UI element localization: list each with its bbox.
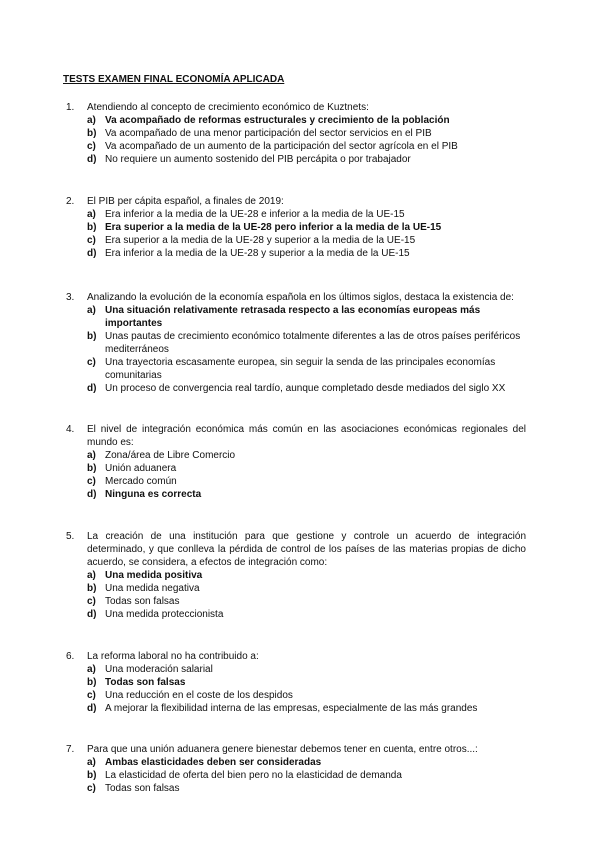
option-text: Ninguna es correcta [105, 489, 202, 500]
option-letter: a) [87, 450, 96, 461]
question-4 [66, 423, 526, 501]
option-a [87, 304, 526, 330]
option-letter: c) [87, 141, 96, 152]
option-c [87, 356, 526, 382]
option-text: Va acompañado de una menor participación del sector servicios en el PIB [105, 128, 432, 139]
question-text: El PIB per cápita español, a finales de 2019: [87, 196, 284, 207]
option-c [87, 234, 526, 247]
option-letter: a) [87, 570, 96, 581]
option-text: No requiere un aumento sostenido del PIB percápita o por trabajador [105, 154, 411, 165]
option-text: Unión aduanera [105, 463, 177, 474]
question-7 [66, 743, 526, 795]
option-letter: b) [87, 222, 97, 233]
question-text: La creación de una institución para que gestione y controle un acuerdo de integración determinado, y que conlleva la pérdida de control de los países de las materias propias de dicho acuerdo, se considera, a efectos de integración como: [87, 531, 526, 568]
question-text: Analizando la evolución de la economía española en los últimos siglos, destaca la existencia de: [87, 292, 514, 303]
option-a [87, 663, 526, 676]
option-letter: d) [87, 383, 97, 394]
option-text: Va acompañado de un aumento de la participación del sector agrícola en el PIB [105, 141, 458, 152]
option-text: Todas son falsas [105, 677, 186, 688]
question-number: 5. [66, 531, 75, 542]
option-text: Va acompañado de reformas estructurales y crecimiento de la población [105, 115, 450, 126]
option-letter: b) [87, 770, 97, 781]
option-b [87, 221, 526, 234]
question-3 [66, 291, 526, 395]
option-text: Unas pautas de crecimiento económico totalmente diferentes a las de otros países periféricos mediterráneos [105, 331, 521, 355]
question-6 [66, 650, 526, 715]
option-a [87, 114, 526, 127]
option-text: La elasticidad de oferta del bien pero no la elasticidad de demanda [105, 770, 402, 781]
option-letter: d) [87, 489, 97, 500]
option-text: Una reducción en el coste de los despidos [105, 690, 293, 701]
option-d [87, 247, 526, 260]
option-text: Zona/área de Libre Comercio [105, 450, 236, 461]
question-number: 6. [66, 651, 75, 662]
option-a [87, 449, 526, 462]
option-text: A mejorar la flexibilidad interna de las empresas, especialmente de las más grandes [105, 703, 478, 714]
question-2 [66, 195, 526, 260]
question-number: 7. [66, 744, 75, 755]
option-letter: c) [87, 783, 96, 794]
option-letter: c) [87, 357, 96, 368]
option-letter: a) [87, 209, 96, 220]
option-letter: a) [87, 664, 96, 675]
option-letter: d) [87, 154, 97, 165]
option-letter: b) [87, 463, 97, 474]
question-text: Para que una unión aduanera genere bienestar debemos tener en cuenta, entre otros...: [87, 744, 478, 755]
option-letter: a) [87, 115, 96, 126]
option-c [87, 782, 526, 795]
option-letter: b) [87, 128, 97, 139]
option-letter: b) [87, 677, 97, 688]
option-letter: c) [87, 476, 96, 487]
option-text: Una moderación salarial [105, 664, 213, 675]
option-text: Una trayectoria escasamente europea, sin seguir la senda de las principales economías comunitarias [105, 357, 496, 381]
option-text: Una medida proteccionista [105, 609, 224, 620]
option-b [87, 330, 526, 356]
option-text: Era superior a la media de la UE-28 pero inferior a la media de la UE-15 [105, 222, 442, 233]
option-a [87, 569, 526, 582]
option-letter: a) [87, 757, 96, 768]
option-d [87, 153, 526, 166]
option-b [87, 582, 526, 595]
option-letter: a) [87, 305, 96, 316]
option-letter: b) [87, 331, 97, 342]
option-letter: d) [87, 248, 97, 259]
option-text: Un proceso de convergencia real tardío, aunque completado desde mediados del siglo XX [105, 383, 506, 394]
option-text: Todas son falsas [105, 783, 180, 794]
question-number: 3. [66, 292, 75, 303]
question-text: El nivel de integración económica más común en las asociaciones económicas regionales del mundo es: [87, 424, 526, 448]
option-c [87, 689, 526, 702]
option-letter: c) [87, 235, 96, 246]
option-b [87, 127, 526, 140]
option-d [87, 608, 526, 621]
option-c [87, 475, 526, 488]
option-text: Una medida positiva [105, 570, 203, 581]
option-text: Ambas elasticidades deben ser consideradas [105, 757, 322, 768]
question-number: 1. [66, 102, 75, 113]
page-title: TESTS EXAMEN FINAL ECONOMÍA APLICADA [63, 74, 285, 85]
question-number: 2. [66, 196, 75, 207]
option-letter: d) [87, 703, 97, 714]
option-b [87, 462, 526, 475]
option-letter: b) [87, 583, 97, 594]
option-text: Era superior a la media de la UE-28 y superior a la media de la UE-15 [105, 235, 416, 246]
option-text: Era inferior a la media de la UE-28 y superior a la media de la UE-15 [105, 248, 410, 259]
option-c [87, 595, 526, 608]
option-letter: d) [87, 609, 97, 620]
question-1 [66, 101, 526, 166]
option-text: Una medida negativa [105, 583, 200, 594]
option-letter: c) [87, 690, 96, 701]
option-d [87, 488, 526, 501]
option-a [87, 756, 526, 769]
option-b [87, 676, 526, 689]
option-text: Todas son falsas [105, 596, 180, 607]
option-letter: c) [87, 596, 96, 607]
question-text: Atendiendo al concepto de crecimiento económico de Kuztnets: [87, 102, 369, 113]
option-d [87, 702, 526, 715]
option-text: Era inferior a la media de la UE-28 e inferior a la media de la UE-15 [105, 209, 405, 220]
option-a [87, 208, 526, 221]
question-number: 4. [66, 424, 75, 435]
option-text: Una situación relativamente retrasada respecto a las economías europeas más importantes [105, 305, 481, 329]
question-5 [66, 530, 526, 621]
option-text: Mercado común [105, 476, 177, 487]
option-c [87, 140, 526, 153]
question-text: La reforma laboral no ha contribuido a: [87, 651, 259, 662]
option-d [87, 382, 526, 395]
option-b [87, 769, 526, 782]
